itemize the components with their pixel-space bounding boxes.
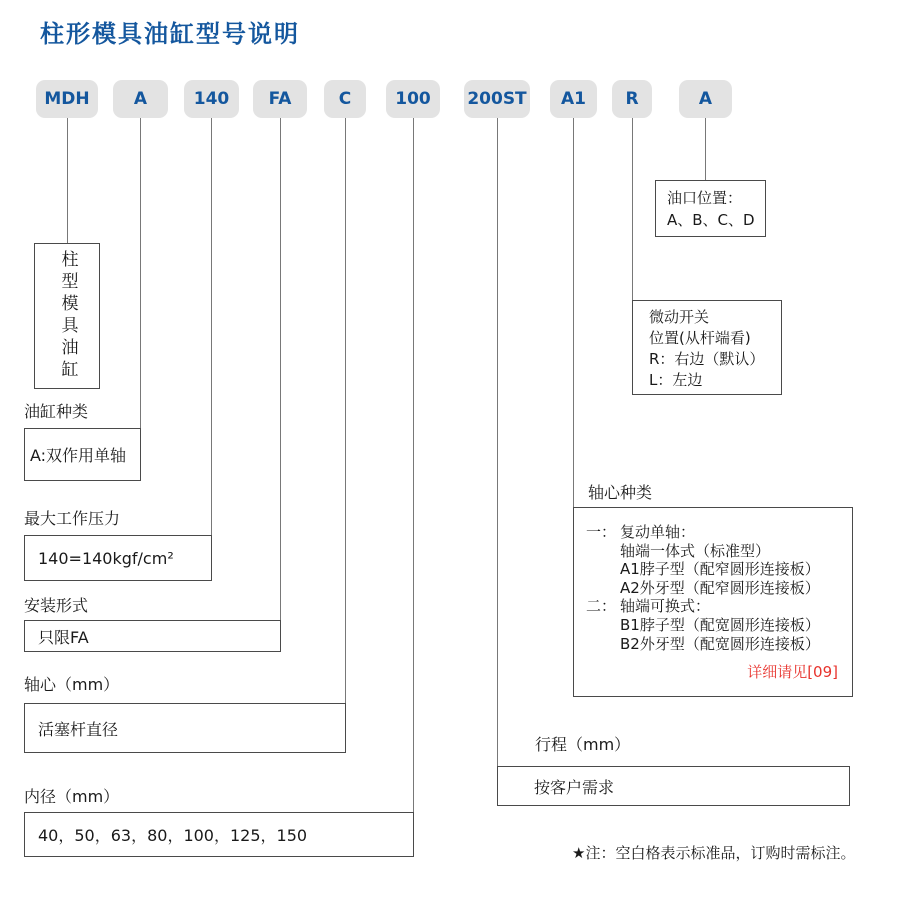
- cylinder-type-box: A:双作用单轴: [24, 428, 141, 481]
- code-segment-100: 100: [386, 80, 440, 118]
- connector-line-140: [211, 118, 212, 535]
- shaft-item-marker: [586, 579, 620, 598]
- shaft-type-box: [573, 507, 853, 697]
- micro-switch-line2: 位置(从杆端看): [649, 329, 751, 347]
- series-name-text: 柱型模具油缸: [57, 250, 78, 382]
- bore-box: 40，50，63，80，100，125，150: [24, 812, 414, 857]
- shaft-type-item: [586, 579, 852, 598]
- shaft-type-item: [586, 542, 852, 561]
- rod-label: 轴心（mm）: [24, 675, 120, 694]
- code-segment-140: 140: [184, 80, 239, 118]
- shaft-type-item: [586, 523, 852, 542]
- connector-line-fa: [280, 118, 281, 620]
- code-segment-a1: A1: [550, 80, 597, 118]
- page-title: 柱形模具油缸型号说明: [40, 20, 300, 48]
- micro-switch-box: [632, 300, 782, 395]
- port-position-line2: A、B、C、D: [667, 211, 755, 229]
- shaft-item-text: 轴端可换式：: [620, 597, 711, 616]
- micro-switch-line1: 微动开关: [649, 308, 710, 326]
- shaft-item-text: B1脖子型（配宽圆形连接板）: [620, 615, 820, 634]
- code-segment-a: A: [113, 80, 168, 118]
- shaft-item-text: A1脖子型（配窄圆形连接板）: [620, 560, 820, 579]
- shaft-item-marker: [586, 542, 620, 561]
- connector-line-a1: [573, 118, 574, 507]
- connector-line-r: [632, 118, 633, 301]
- mounting-label: 安装形式: [24, 596, 89, 615]
- code-segment-r: R: [612, 80, 652, 118]
- shaft-item-text: 轴端一体式（标准型）: [620, 541, 771, 560]
- code-segment-a-port: A: [679, 80, 732, 118]
- code-segment-c: C: [324, 80, 366, 118]
- max-pressure-box: 140=140kgf/cm²: [24, 535, 212, 581]
- micro-switch-line3: R：右边（默认）: [649, 350, 765, 368]
- connector-line-a-port: [705, 118, 706, 180]
- connector-line-200st: [497, 118, 498, 766]
- code-segment-200st: 200ST: [464, 80, 530, 118]
- connector-line-mdh: [67, 118, 68, 243]
- cylinder-type-label: 油缸种类: [24, 402, 89, 421]
- shaft-item-marker: [586, 616, 620, 635]
- shaft-type-item: [586, 635, 852, 654]
- series-name-box: [34, 243, 100, 389]
- connector-line-a: [140, 118, 141, 428]
- shaft-item-marker: 一：: [586, 523, 617, 541]
- micro-switch-line4: L：左边: [649, 371, 703, 389]
- bore-label: 内径（mm）: [24, 787, 120, 806]
- rod-box: 活塞杆直径: [24, 703, 346, 753]
- shaft-item-text: 复动单轴：: [620, 523, 696, 541]
- port-position-box: [655, 180, 766, 237]
- code-segment-fa: FA: [253, 80, 307, 118]
- port-position-line1: 油口位置：: [667, 189, 743, 207]
- connector-line-c: [345, 118, 346, 703]
- shaft-type-label: 轴心种类: [588, 483, 653, 502]
- connector-line-100: [413, 118, 414, 812]
- stroke-label: 行程（mm）: [535, 735, 631, 754]
- shaft-type-item: [586, 560, 852, 579]
- shaft-item-text: A2外牙型（配窄圆形连接板）: [620, 578, 820, 597]
- shaft-item-marker: 二：: [586, 597, 617, 616]
- code-segment-mdh: MDH: [36, 80, 98, 118]
- shaft-type-item: [586, 597, 852, 616]
- footnote: ★注：空白格表示标准品，订购时需标注。: [572, 844, 856, 862]
- shaft-item-marker: [586, 560, 620, 579]
- shaft-type-item: [586, 616, 852, 635]
- shaft-item-text: B2外牙型（配宽圆形连接板）: [620, 634, 820, 653]
- detail-reference-link: 详细请见[09]: [747, 663, 838, 682]
- stroke-box: 按客户需求: [497, 766, 850, 806]
- shaft-item-marker: [586, 635, 620, 654]
- max-pressure-label: 最大工作压力: [24, 509, 121, 528]
- mounting-box: 只限FA: [24, 620, 281, 652]
